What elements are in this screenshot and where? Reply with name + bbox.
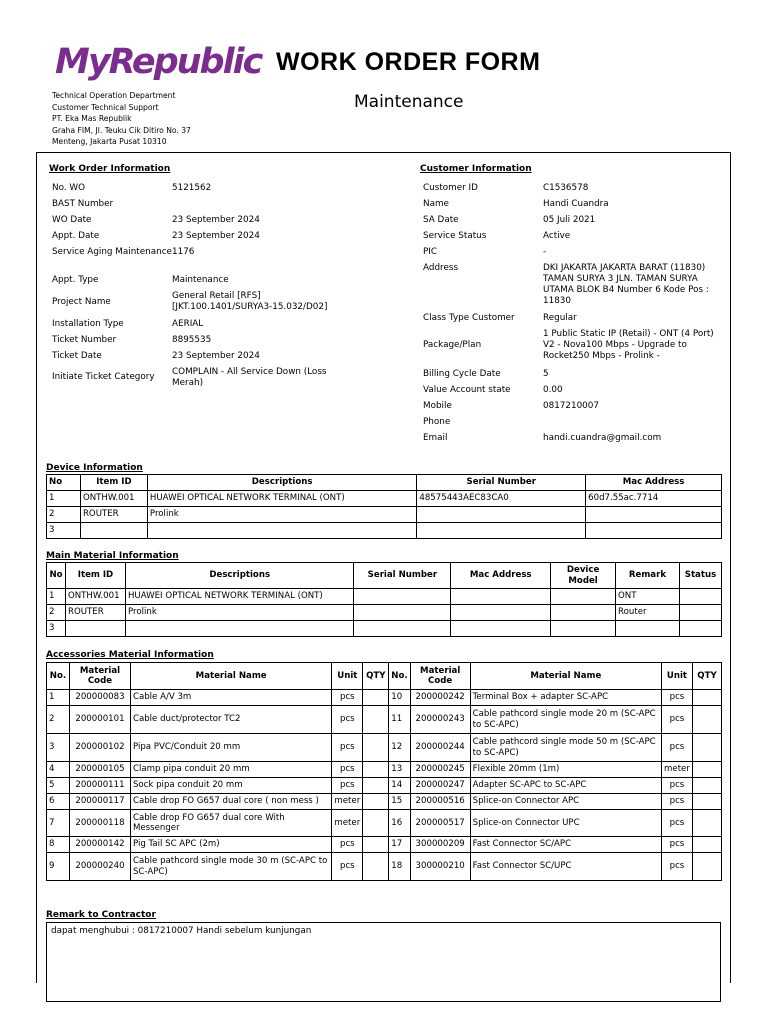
- table-cell: Pig Tail SC APC (2m): [130, 837, 331, 853]
- info-value: AERIAL: [172, 319, 204, 329]
- acc-col-no: No.: [47, 663, 70, 690]
- main-col-item-id: Item ID: [65, 563, 125, 589]
- page-subtitle: Maintenance: [354, 92, 464, 112]
- company-address: [52, 90, 191, 148]
- material-row: [47, 621, 722, 637]
- table-cell: pcs: [332, 706, 363, 734]
- info-label: Billing Cycle Date: [423, 369, 501, 379]
- info-label: Project Name: [52, 297, 111, 307]
- device-col-descriptions: Descriptions: [147, 475, 416, 491]
- table-cell: pcs: [661, 734, 692, 762]
- info-value: Maintenance: [172, 275, 229, 285]
- main-col-descriptions: Descriptions: [125, 563, 354, 589]
- table-cell: pcs: [332, 837, 363, 853]
- customer-info: [423, 183, 723, 453]
- table-cell: 60d7.55ac.7714: [586, 491, 722, 507]
- table-cell: ONT: [616, 589, 680, 605]
- info-row: [423, 329, 723, 362]
- acc-col-unit-2: Unit: [661, 663, 692, 690]
- info-value: Active: [543, 231, 571, 241]
- table-cell: [363, 810, 389, 837]
- table-cell: [451, 605, 551, 621]
- table-cell: Prolink: [147, 507, 416, 523]
- accessory-row: [47, 690, 722, 706]
- table-cell: [363, 837, 389, 853]
- address-line: Menteng, Jakarta Pusat 10310: [52, 137, 167, 146]
- info-row: [423, 433, 723, 444]
- acc-col-no-2: No.: [389, 663, 410, 690]
- table-cell: [363, 778, 389, 794]
- accessory-row: [47, 794, 722, 810]
- table-cell: [363, 794, 389, 810]
- info-label: Appt. Date: [52, 231, 100, 241]
- table-cell: [354, 621, 451, 637]
- info-label: Class Type Customer: [423, 313, 515, 323]
- accessory-row: [47, 734, 722, 762]
- table-cell: Router: [616, 605, 680, 621]
- info-row: [52, 231, 347, 242]
- table-cell: [417, 523, 586, 539]
- info-value: 0817210007: [543, 401, 599, 411]
- table-cell: 17: [389, 837, 410, 853]
- table-cell: Cable pathcord single mode 30 m (SC-APC to SC-APC): [130, 853, 331, 881]
- device-col-item-id: Item ID: [80, 475, 147, 491]
- table-cell: pcs: [661, 778, 692, 794]
- accessories-section-title: Accessories Material Information: [46, 650, 214, 660]
- info-label: Name: [423, 199, 449, 209]
- info-value: -: [543, 247, 547, 257]
- main-col-no: No: [47, 563, 66, 589]
- table-cell: pcs: [661, 690, 692, 706]
- table-cell: [692, 794, 721, 810]
- table-cell: [363, 853, 389, 881]
- table-cell: Adapter SC-APC to SC-APC: [470, 778, 661, 794]
- main-col-remark: Remark: [616, 563, 680, 589]
- table-cell: [616, 621, 680, 637]
- address-line: Graha FIM, Jl. Teuku Cik Ditiro No. 37: [52, 125, 191, 135]
- info-label: PIC: [423, 247, 438, 257]
- info-value: 23 September 2024: [172, 215, 260, 225]
- info-value: DKI JAKARTA JAKARTA BARAT (11830) TAMAN SURYA 3 JLN. TAMAN SURYA UTAMA BLOK B4 Number 6 Kode Pos : 11830: [543, 263, 709, 306]
- accessory-row: [47, 778, 722, 794]
- table-cell: 18: [389, 853, 410, 881]
- table-cell: pcs: [661, 853, 692, 881]
- info-row: [52, 199, 347, 210]
- info-row: [52, 319, 347, 330]
- table-cell: 2: [47, 706, 70, 734]
- main-material-table: [46, 562, 722, 637]
- device-row: [47, 523, 722, 539]
- table-cell: [354, 589, 451, 605]
- myrepublic-logo: MyRepublic: [55, 42, 262, 82]
- accessory-row: [47, 837, 722, 853]
- table-cell: 9: [47, 853, 70, 881]
- table-cell: 12: [389, 734, 410, 762]
- table-cell: Flexible 20mm (1m): [470, 762, 661, 778]
- table-cell: [692, 734, 721, 762]
- acc-col-material-code: Material Code: [69, 663, 130, 690]
- table-cell: [692, 837, 721, 853]
- info-row: [52, 183, 347, 194]
- device-col-no: No: [47, 475, 81, 491]
- table-cell: Pipa PVC/Conduit 20 mm: [130, 734, 331, 762]
- table-cell: 8: [47, 837, 70, 853]
- table-cell: 200000240: [69, 853, 130, 881]
- table-cell: 1: [47, 589, 66, 605]
- table-cell: 200000105: [69, 762, 130, 778]
- table-cell: Cable pathcord single mode 20 m (SC-APC to SC-APC): [470, 706, 661, 734]
- info-row: [423, 231, 723, 242]
- table-cell: 14: [389, 778, 410, 794]
- acc-col-qty: QTY: [363, 663, 389, 690]
- info-label: Ticket Date: [52, 351, 102, 361]
- info-row: [423, 385, 723, 396]
- table-cell: Splice-on Connector UPC: [470, 810, 661, 837]
- table-cell: meter: [332, 794, 363, 810]
- info-label: Email: [423, 433, 448, 443]
- table-cell: ONTHW.001: [80, 491, 147, 507]
- table-cell: 48575443AEC83CA0: [417, 491, 586, 507]
- work-order-section-title: Work Order Information: [49, 164, 171, 174]
- page-title: WORK ORDER FORM: [276, 48, 541, 76]
- info-label: Service Aging Maintenance: [52, 247, 172, 257]
- info-label: Initiate Ticket Category: [52, 372, 155, 382]
- info-label: Value Account state: [423, 385, 511, 395]
- info-row: [423, 401, 723, 412]
- table-cell: Fast Connector SC/APC: [470, 837, 661, 853]
- table-cell: Cable duct/protector TC2: [130, 706, 331, 734]
- table-cell: 3: [47, 523, 81, 539]
- accessory-row: [47, 853, 722, 881]
- table-cell: 4: [47, 762, 70, 778]
- accessory-row: [47, 706, 722, 734]
- table-cell: 1: [47, 491, 81, 507]
- table-cell: pcs: [332, 853, 363, 881]
- info-row: [52, 291, 347, 313]
- table-cell: 2: [47, 507, 81, 523]
- table-cell: 7: [47, 810, 70, 837]
- table-cell: [692, 853, 721, 881]
- table-cell: 200000083: [69, 690, 130, 706]
- info-label: No. WO: [52, 183, 86, 193]
- info-row: [423, 247, 723, 258]
- material-row: [47, 589, 722, 605]
- table-cell: 15: [389, 794, 410, 810]
- table-cell: 16: [389, 810, 410, 837]
- device-row: [47, 507, 722, 523]
- table-cell: [363, 706, 389, 734]
- table-cell: 200000245: [410, 762, 470, 778]
- device-row: [47, 491, 722, 507]
- table-cell: 200000247: [410, 778, 470, 794]
- table-cell: Fast Connector SC/UPC: [470, 853, 661, 881]
- table-cell: [417, 507, 586, 523]
- table-cell: 300000209: [410, 837, 470, 853]
- table-cell: pcs: [332, 690, 363, 706]
- main-material-section-title: Main Material Information: [46, 551, 179, 561]
- info-row: [52, 351, 347, 362]
- table-cell: [125, 621, 354, 637]
- info-value: COMPLAIN - All Service Down (Loss Merah): [172, 367, 327, 388]
- table-cell: ROUTER: [65, 605, 125, 621]
- table-cell: [679, 589, 721, 605]
- info-label: BAST Number: [52, 199, 114, 209]
- info-value: 5: [543, 369, 549, 379]
- table-cell: [451, 621, 551, 637]
- table-cell: pcs: [332, 778, 363, 794]
- table-cell: 2: [47, 605, 66, 621]
- main-col-status: Status: [679, 563, 721, 589]
- info-row: [52, 275, 347, 286]
- table-cell: 6: [47, 794, 70, 810]
- main-col-device-model: Device Model: [551, 563, 616, 589]
- info-row: [423, 417, 723, 428]
- remark-section-title: Remark to Contractor: [46, 910, 156, 920]
- table-cell: 3: [47, 734, 70, 762]
- info-label: Service Status: [423, 231, 487, 241]
- info-row: [52, 335, 347, 346]
- table-cell: [551, 589, 616, 605]
- table-cell: 200000243: [410, 706, 470, 734]
- table-cell: pcs: [661, 794, 692, 810]
- acc-col-material-name: Material Name: [130, 663, 331, 690]
- acc-col-material-code-2: Material Code: [410, 663, 470, 690]
- info-value: 23 September 2024: [172, 351, 260, 361]
- table-cell: Sock pipa conduit 20 mm: [130, 778, 331, 794]
- table-cell: [692, 706, 721, 734]
- table-cell: 300000210: [410, 853, 470, 881]
- table-cell: [692, 690, 721, 706]
- table-cell: Cable drop FO G657 dual core With Messenger: [130, 810, 331, 837]
- remark-box: [46, 922, 721, 1002]
- table-cell: [363, 762, 389, 778]
- accessory-row: [47, 762, 722, 778]
- info-row: [52, 367, 347, 389]
- remark-text: dapat menghubui : 0817210007 Handi sebelum kunjungan: [51, 926, 312, 936]
- accessories-table: [46, 662, 722, 881]
- table-cell: 200000101: [69, 706, 130, 734]
- main-col-mac: Mac Address: [451, 563, 551, 589]
- device-table: [46, 474, 722, 539]
- table-cell: [551, 605, 616, 621]
- table-cell: Cable drop FO G657 dual core ( non mess ): [130, 794, 331, 810]
- table-cell: 11: [389, 706, 410, 734]
- table-cell: 1: [47, 690, 70, 706]
- info-label: Customer ID: [423, 183, 478, 193]
- table-cell: [679, 621, 721, 637]
- info-value: 1 Public Static IP (Retail) - ONT (4 Port) V2 - Nova100 Mbps - Upgrade to Rocket250 Mbps - Prolink -: [543, 329, 714, 361]
- info-value: 05 Juli 2021: [543, 215, 596, 225]
- info-value: Regular: [543, 313, 577, 323]
- table-cell: 200000111: [69, 778, 130, 794]
- accessory-row: [47, 810, 722, 837]
- table-cell: [363, 734, 389, 762]
- table-cell: 200000102: [69, 734, 130, 762]
- info-row: [423, 369, 723, 380]
- table-cell: [80, 523, 147, 539]
- table-cell: [451, 589, 551, 605]
- customer-section-title: Customer Information: [420, 164, 532, 174]
- table-cell: [354, 605, 451, 621]
- table-cell: pcs: [332, 762, 363, 778]
- info-row: [423, 215, 723, 226]
- info-label: Phone: [423, 417, 451, 427]
- table-cell: 200000117: [69, 794, 130, 810]
- acc-col-material-name-2: Material Name: [470, 663, 661, 690]
- info-value: C1536578: [543, 183, 589, 193]
- device-col-serial: Serial Number: [417, 475, 586, 491]
- info-value: 8895535: [172, 335, 212, 345]
- info-label: WO Date: [52, 215, 92, 225]
- info-value: Handi Cuandra: [543, 199, 609, 209]
- table-cell: pcs: [332, 734, 363, 762]
- info-row: [423, 313, 723, 324]
- table-cell: [692, 810, 721, 837]
- info-value: [172, 199, 347, 210]
- table-cell: [65, 621, 125, 637]
- table-cell: [363, 690, 389, 706]
- address-line: Technical Operation Department: [52, 91, 176, 100]
- info-label: Address: [423, 263, 459, 273]
- info-value: 23 September 2024: [172, 231, 260, 241]
- material-row: [47, 605, 722, 621]
- table-cell: [147, 523, 416, 539]
- info-row: [423, 199, 723, 210]
- table-cell: 200000118: [69, 810, 130, 837]
- table-cell: [551, 621, 616, 637]
- table-cell: 5: [47, 778, 70, 794]
- table-cell: 200000516: [410, 794, 470, 810]
- info-row: [52, 215, 347, 226]
- main-col-serial: Serial Number: [354, 563, 451, 589]
- table-cell: [679, 605, 721, 621]
- address-line: PT. Eka Mas Republik: [52, 114, 132, 123]
- table-cell: Cable pathcord single mode 50 m (SC-APC to SC-APC): [470, 734, 661, 762]
- table-cell: meter: [332, 810, 363, 837]
- table-cell: ONTHW.001: [65, 589, 125, 605]
- table-cell: HUAWEI OPTICAL NETWORK TERMINAL (ONT): [125, 589, 354, 605]
- acc-col-unit: Unit: [332, 663, 363, 690]
- table-cell: Cable A/V 3m: [130, 690, 331, 706]
- table-cell: 200000517: [410, 810, 470, 837]
- table-cell: meter: [661, 762, 692, 778]
- table-cell: [692, 762, 721, 778]
- info-value: 0.00: [543, 385, 563, 395]
- table-cell: Clamp pipa conduit 20 mm: [130, 762, 331, 778]
- info-row: [423, 183, 723, 194]
- table-cell: pcs: [661, 706, 692, 734]
- device-col-mac: Mac Address: [586, 475, 722, 491]
- table-cell: 200000244: [410, 734, 470, 762]
- table-cell: 3: [47, 621, 66, 637]
- info-value: [543, 417, 723, 428]
- table-cell: 13: [389, 762, 410, 778]
- table-cell: [586, 523, 722, 539]
- table-cell: pcs: [661, 837, 692, 853]
- info-row: [52, 247, 347, 258]
- info-value: 5121562: [172, 183, 212, 193]
- table-cell: ROUTER: [80, 507, 147, 523]
- info-value: 1176: [172, 247, 195, 257]
- acc-col-qty-2: QTY: [692, 663, 721, 690]
- info-label: Package/Plan: [423, 340, 482, 350]
- table-cell: Prolink: [125, 605, 354, 621]
- table-cell: HUAWEI OPTICAL NETWORK TERMINAL (ONT): [147, 491, 416, 507]
- info-row: [423, 263, 723, 307]
- table-cell: Splice-on Connector APC: [470, 794, 661, 810]
- info-value: General Retail [RFS] [JKT.100.1401/SURYA3-15.032/D02]: [172, 291, 328, 312]
- work-order-info: [52, 183, 347, 453]
- address-line: Customer Technical Support: [52, 102, 159, 112]
- device-section-title: Device Information: [46, 463, 143, 473]
- table-cell: [586, 507, 722, 523]
- info-label: Appt. Type: [52, 275, 99, 285]
- table-cell: pcs: [661, 810, 692, 837]
- table-cell: 10: [389, 690, 410, 706]
- table-cell: 200000142: [69, 837, 130, 853]
- table-cell: [692, 778, 721, 794]
- table-cell: Terminal Box + adapter SC-APC: [470, 690, 661, 706]
- table-cell: 200000242: [410, 690, 470, 706]
- info-label: Installation Type: [52, 319, 124, 329]
- info-value: handi.cuandra@gmail.com: [543, 433, 662, 443]
- info-label: Mobile: [423, 401, 452, 411]
- info-label: Ticket Number: [52, 335, 117, 345]
- info-label: SA Date: [423, 215, 459, 225]
